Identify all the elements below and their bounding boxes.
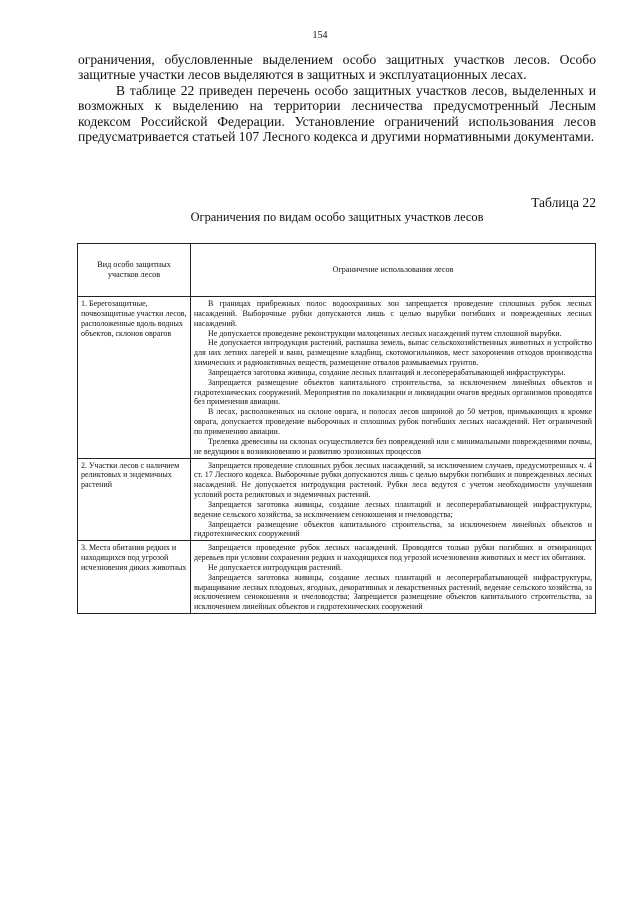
row-3-paragraph: Запрещается проведение рубок лесных насаждений. Проводятся только рубки погибших и отмирающих деревьев при условии сохранения редких и находящихся под угрозой исчезновения животных и мест их обитания. [194,543,592,563]
intro-paragraph-2: В таблице 22 приведен перечень особо защитных участков лесов, выделенных и возможных к выделению на территории лесничества предусмотренный Лесным кодексом Российской Федерации. Установление ограничений использования лесов предусматривается статьей 107 Лесного кодекса и другими нормативными документами. [78,82,596,145]
row-2-paragraph: Запрещается размещение объектов капитального строительства, за исключением линейных объектов и гидротехнических сооружений [194,519,592,539]
restrictions-table [77,243,596,614]
page-number: 154 [312,30,328,41]
row-1-paragraph: В лесах, расположенных на склоне оврага, и полосах лесов шириной до 50 метров, примыкающих к кромке оврага, допускается проведение выборочных и сплошных рубок погибших лесных насаждений. Нет ограничений по применению авиации. [194,407,592,436]
row-2-paragraph: Запрещается проведение сплошных рубок лесных насаждений, за исключением случаев, предусмотренных ч. 4 ст. 17 Лесного кодекса. Выборочные рубки допускаются лишь с целью вырубки погибших и поврежденных лесных насаждений. Не допускается интродукция растений. Рубки леса ведутся с учетом необходимости улучшения условий роста реликтовых и эндемичных растений. [194,460,592,500]
row-1-restrictions [191,297,596,459]
row-2-restrictions [191,458,596,541]
table-row [78,541,596,614]
table-row [78,297,596,459]
row-1-paragraph: Запрещается размещение объектов капитального строительства, за исключением линейных объектов и гидротехнических сооружений. Мероприятия по локализации и ликвидации очагов вредных организмов проводятся без применения авиации. [194,377,592,407]
intro-paragraph-1: ограничения, обусловленные выделением особо защитных участков лесов. Особо защитные участки лесов выделяются в защитных и эксплуатационных лесах. [78,52,596,83]
row-3-restrictions [191,541,596,614]
table-header-row [78,244,596,297]
row-3-paragraph: Не допускается интродукция растений. [208,562,343,572]
row-3-area-type: 3. Места обитания редких и находящихся под угрозой исчезновения диких животных [78,541,191,614]
header-restriction: Ограничение использования лесов [191,244,596,297]
table-title: Ограничения по видам особо защитных участков лесов [190,210,484,224]
row-2-area-type: 2. Участки лесов с наличием реликтовых и эндемичных растений [78,458,191,541]
table-caption: Таблица 22 [531,195,596,210]
row-3-paragraph: Запрещается заготовка живицы, создание лесных плантаций и лесоперерабатывающей инфраструктуры, выращивание лесных плодовых, ягодных, декоративных и лекарственных растений, ведение сельского хозяйства, за исключением сенокошения и пчеловодства; Запрещается размещение объектов капитального строительства, за исключением линейных объектов и гидротехнических сооружений [194,572,592,612]
intro-text [78,52,596,144]
row-1-paragraph: Не допускается интродукция растений, распашка земель, выпас сельскохозяйственных животных и устройство для них летних лагерей и ванн, размещение кладбищ, скотомогильников, мест захоронения отходов производства химических и радиоактивных веществ, размещение отвалов размываемых грунтов. [194,338,592,368]
row-2-paragraph: Запрещается заготовка живицы, создание лесных плантаций и лесоперерабатывающей инфраструктуры, ведение сельского хозяйства, за исключением сенокошения и пчеловодства; [194,499,592,519]
row-1-area-type: 1. Берегозащитные, почвозащитные участки лесов, расположенные вдоль водных объектов, склонов оврагов [78,297,191,459]
header-area-type: Вид особо защитных участков лесов [78,244,191,297]
restrictions-table-container [77,243,595,614]
row-1-paragraph: Запрещается заготовка живицы, создание лесных плантаций и лесоперерабатывающей инфраструктуры. [208,367,566,377]
row-1-paragraph: Трелевка древесины на склонах осуществляется без повреждений или с минимальными повреждениями почвы, не ведущими к возникновению и развитию эрозионных процессов [194,436,592,456]
table-row [78,458,596,541]
row-1-paragraph: Не допускается проведение реконструкции малоценных лесных насаждений путем сплошной вырубки. [208,328,562,338]
row-1-paragraph: В границах прибрежных полос водоохранных зон запрещается проведение сплошных рубок лесных насаждений. Выборочные рубки допускаются лишь с целью вырубки погибших и поврежденных лесных насаждений. [194,299,592,328]
